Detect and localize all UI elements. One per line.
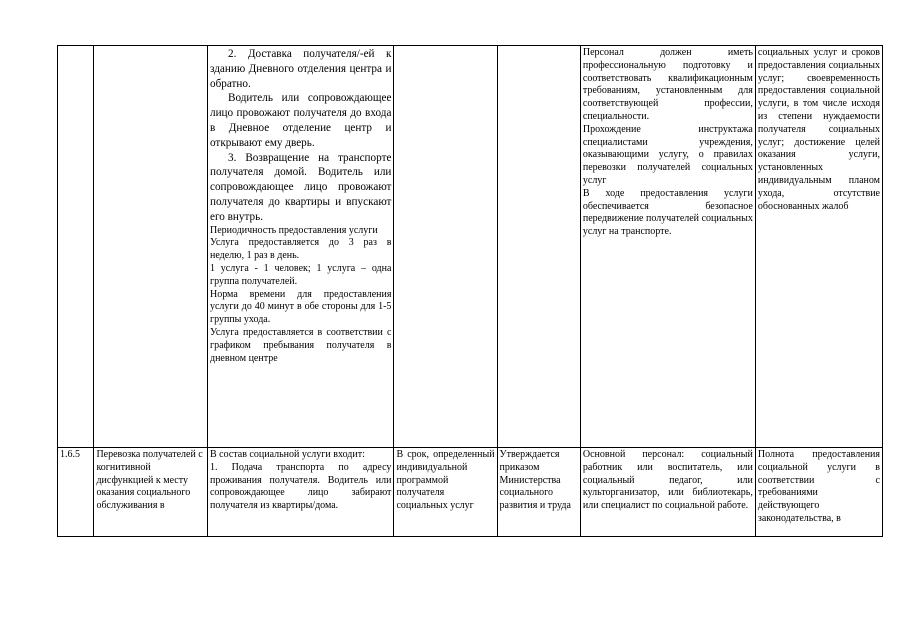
staff-text: Основной персонал: социальный работник или воспитатель, или социальный педагог, или культорганизатор, или библиотекарь, или специалист по социальной работе. bbox=[582, 449, 753, 512]
paragraph: В ходе предоставления услуги обеспечивается безопасное передвижение получателей социальных услуг на транспорте. bbox=[582, 187, 753, 238]
cell-service-content bbox=[207, 46, 393, 448]
cell-number bbox=[58, 46, 94, 448]
table-row bbox=[58, 46, 883, 448]
table-row bbox=[58, 448, 883, 537]
cell-service-name bbox=[94, 46, 208, 448]
paragraph: Услуга предоставляется в соответствии с графиком пребывания получателя в дневном центре bbox=[209, 326, 392, 364]
services-table bbox=[57, 45, 883, 537]
cell-term bbox=[394, 46, 497, 448]
cell-service-content bbox=[207, 448, 393, 537]
tariff-text: Утверждается приказом Министерства социального развития и труда bbox=[499, 449, 571, 512]
term-text: В срок, определенный индивидуальной программой получателя социальных услуг bbox=[396, 449, 495, 512]
paragraph: 1 услуга - 1 человек; 1 услуга – одна группа получателей. bbox=[209, 262, 392, 287]
cell-term bbox=[394, 448, 497, 537]
paragraph: Прохождение инструктажа специалистами учреждения, оказывающими услугу, о правилах перевозки получателей социальных услуг bbox=[582, 123, 753, 186]
cell-service-name bbox=[94, 448, 208, 537]
paragraph: Водитель или сопровождающее лицо провожают получателя до входа в Дневное отделение центр и открывают ему дверь. bbox=[209, 92, 392, 149]
paragraph: Периодичность предоставления услуги bbox=[209, 224, 378, 236]
criteria-text: Полнота предоставления социальной услуги в соответствии с требованиями действующего законодательства, в bbox=[757, 449, 880, 524]
service-name: Перевозка получателей с когнитивной дисфункцией к месту оказания социального обслуживания в bbox=[96, 449, 203, 512]
cell-quality-criteria bbox=[755, 46, 882, 448]
paragraph: 2. Доставка получателя/-ей к зданию Дневного отделения центра и обратно. bbox=[209, 48, 392, 90]
paragraph: 1. Подача транспорта по адресу проживания получателя. Водитель или сопровождающее лицо забирают получателя из квартиры/дома. bbox=[209, 461, 392, 512]
paragraph: Норма времени для предоставления услуги до 40 минут в обе стороны для 1-5 группы ухода. bbox=[209, 288, 392, 326]
cell-staff-requirements bbox=[580, 448, 755, 537]
cell-tariff bbox=[497, 448, 580, 537]
paragraph: Услуга предоставляется до 3 раз в неделю, 1 раз в день. bbox=[209, 237, 392, 262]
paragraph: Персонал должен иметь профессиональную подготовку и соответствовать квалификационным требованиям, установленным для соответствующей профессии, специальности. bbox=[582, 47, 753, 122]
row-number: 1.6.5 bbox=[60, 449, 80, 460]
cell-staff-requirements bbox=[580, 46, 755, 448]
paragraph: социальных услуг и сроков предоставления социальных услуг; своевременность предоставления социальной услуги, в том числе исходя из степени нуждаемости получателя социальных услуг; достижение целей оказания услуги, установленных индивидуальным планом ухода, отсутствие обоснованных жалоб bbox=[757, 47, 880, 212]
cell-quality-criteria bbox=[755, 448, 882, 537]
paragraph: В состав социальной услуги входит: bbox=[209, 449, 365, 460]
paragraph: 3. Возвращение на транспорте получателя домой. Водитель или сопровождающее лицо провожают получателя до квартиры и впускают его внутрь. bbox=[209, 151, 392, 223]
cell-number bbox=[58, 448, 94, 537]
cell-tariff bbox=[497, 46, 580, 448]
